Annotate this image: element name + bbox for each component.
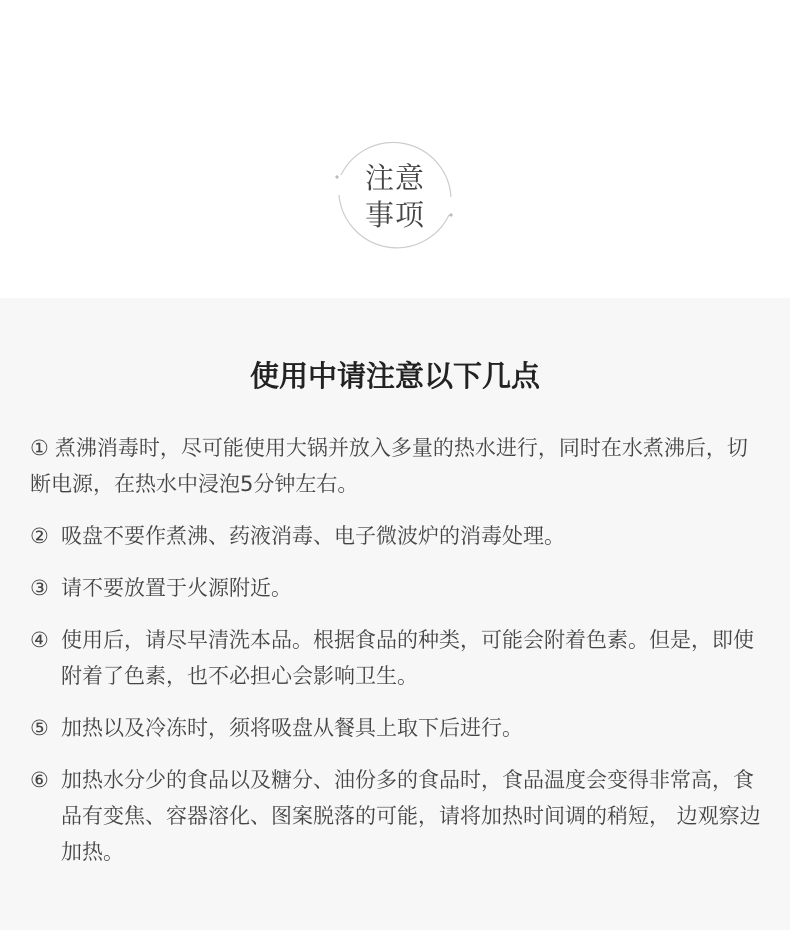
header-area: [0, 0, 790, 298]
note-text: 煮沸消毒时，尽可能使用大锅并放入多量的热水进行，同时在水煮沸后，切断电源，在热水中浸泡5分钟左右。: [30, 436, 748, 496]
note-item-6: [30, 762, 766, 870]
badge-line-1: 注意: [364, 161, 425, 195]
notes-list: [0, 430, 790, 870]
note-marker: ⑥: [30, 768, 49, 792]
note-item-5: [30, 710, 766, 746]
note-text: 加热以及冷冻时，须将吸盘从餐具上取下后进行。: [61, 716, 523, 740]
note-marker: ②: [30, 524, 49, 548]
note-text: 吸盘不要作煮沸、药液消毒、电子微波炉的消毒处理。: [61, 524, 565, 548]
note-item-3: [30, 570, 766, 606]
note-item-4: [30, 622, 766, 694]
note-marker: ⑤: [30, 716, 49, 740]
badge-line-2: 事项: [364, 198, 425, 232]
section-heading: 使用中请注意以下几点: [249, 359, 540, 393]
note-text: 请不要放置于火源附近。: [61, 576, 292, 600]
notes-section: [0, 298, 790, 930]
note-text: 使用后，请尽早清洗本品。根据食品的种类，可能会附着色素。但是，即使附着了色素，也不必担心会影响卫生。: [61, 628, 754, 688]
notice-badge: [335, 137, 455, 257]
badge-text: [335, 137, 455, 257]
note-text: 加热水分少的食品以及糖分、油份多的食品时，食品温度会变得非常高，食品有变焦、容器溶化、图案脱落的可能，请将加热时间调的稍短， 边观察边加热。: [61, 768, 761, 864]
note-item-1: [30, 430, 766, 502]
note-marker: ③: [30, 576, 49, 600]
note-marker: ①: [30, 436, 49, 460]
note-marker: ④: [30, 628, 49, 652]
note-item-2: [30, 518, 766, 554]
